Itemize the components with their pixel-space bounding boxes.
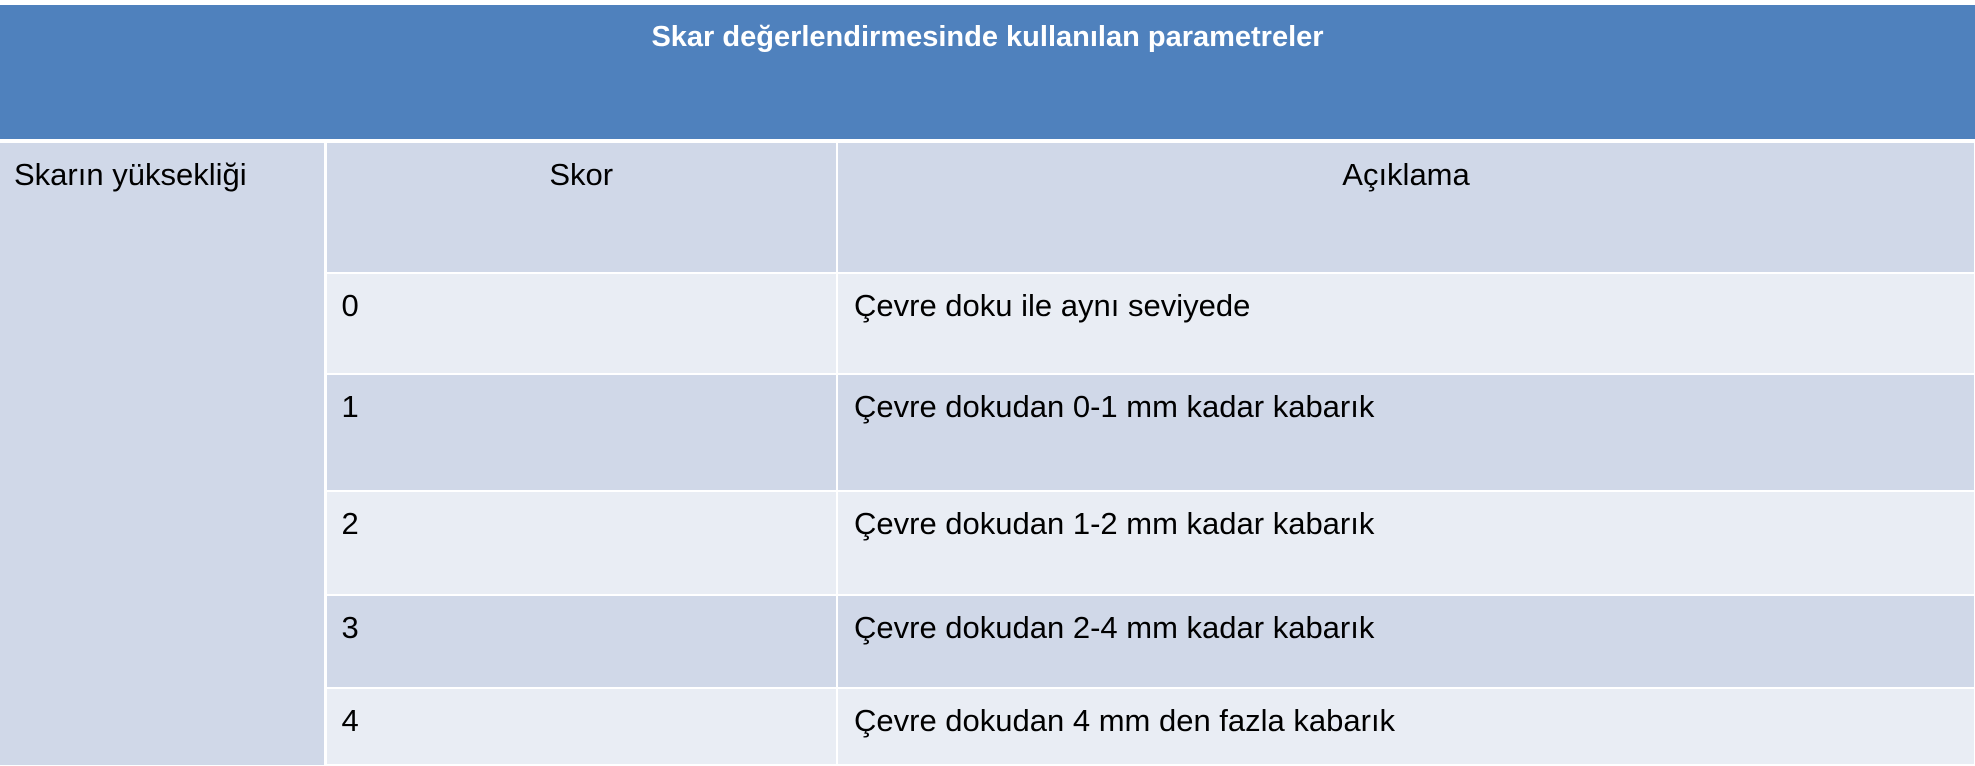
score-value: 3 <box>325 595 837 688</box>
description-column-header: Açıklama <box>837 141 1975 273</box>
score-value: 4 <box>325 688 837 765</box>
table-title: Skar değerlendirmesinde kullanılan parametreler <box>0 5 1975 141</box>
score-description: Çevre dokudan 0-1 mm kadar kabarık <box>837 374 1975 491</box>
parameter-name: Skarın yüksekliği <box>0 141 325 765</box>
score-description: Çevre dokudan 4 mm den fazla kabarık <box>837 688 1975 765</box>
score-column-header: Skor <box>325 141 837 273</box>
score-description: Çevre dokudan 1-2 mm kadar kabarık <box>837 491 1975 595</box>
score-value: 1 <box>325 374 837 491</box>
table-header-row <box>0 141 1975 273</box>
score-value: 2 <box>325 491 837 595</box>
score-description: Çevre dokudan 2-4 mm kadar kabarık <box>837 595 1975 688</box>
score-description: Çevre doku ile aynı seviyede <box>837 273 1975 374</box>
table-title-row <box>0 5 1975 141</box>
score-value: 0 <box>325 273 837 374</box>
scar-parameters-table <box>0 5 1975 766</box>
